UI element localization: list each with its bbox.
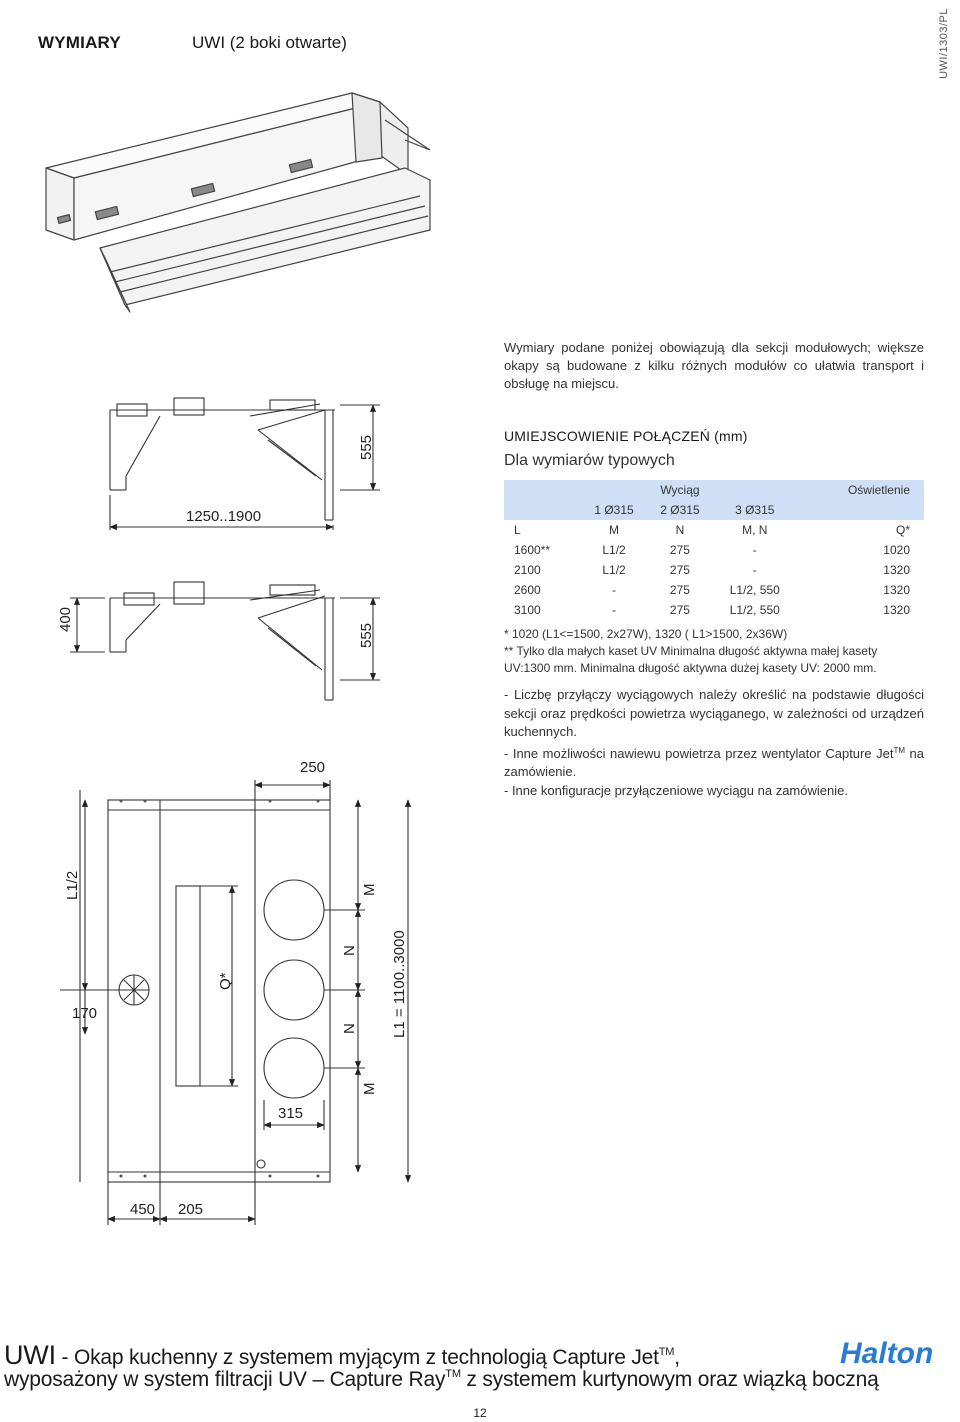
dim-L1-half: L1/2 <box>64 870 81 900</box>
cell: 275 <box>669 563 690 577</box>
cell: 3100 <box>514 603 541 617</box>
dim-width-range: 1250..1900 <box>186 508 262 525</box>
table-row <box>504 600 924 620</box>
dim-Q: Q* <box>217 972 234 990</box>
cell: 275 <box>669 543 690 557</box>
footer-desc-2a: wyposażony w system filtracji UV – Capture Ray <box>4 1368 446 1391</box>
cell: 2600 <box>514 583 541 597</box>
col-N: N <box>675 523 685 537</box>
table-group-header <box>504 480 924 500</box>
dim-M-top: M <box>361 883 378 896</box>
footer-line-1 <box>4 1340 680 1371</box>
trademark: TM <box>658 1346 675 1358</box>
header-lighting: Oświetlenie <box>797 480 924 500</box>
col-MN: M, N <box>742 523 768 537</box>
bullet-2-end: na zamówienie. <box>504 745 925 779</box>
dim-555-bottom: 555 <box>358 622 375 648</box>
document-code: UWI/1303/PL <box>938 8 950 79</box>
table-notes <box>504 626 924 677</box>
halton-logo <box>836 1336 958 1370</box>
table-row <box>504 560 924 580</box>
cell: 1320 <box>883 563 910 577</box>
cell: - <box>612 603 617 617</box>
bullet-2-text: - Inne możliwości nawiewu powietrza przez wentylator Capture Jet <box>504 745 894 761</box>
col-L: L <box>514 523 521 537</box>
footer-product: UWI <box>4 1340 56 1370</box>
cell: - <box>752 563 757 577</box>
cell: L1/2, 550 <box>729 603 780 617</box>
footer-comma: , <box>674 1346 680 1369</box>
cell: 1020 <box>883 543 910 557</box>
footer-line-2 <box>4 1368 879 1392</box>
header-exhaust: Wyciąg <box>647 480 713 500</box>
cell: L1/2 <box>602 563 626 577</box>
svg-text:Halton: Halton <box>840 1337 934 1370</box>
dim-N-upper: N <box>341 945 358 956</box>
note-2: ** Tylko dla małych kaset UV Minimalna długość aktywna małej kasety UV:1300 mm. Minimalna długość aktywna dużej kasety UV: 2000 mm. <box>504 644 878 675</box>
col-M: M <box>609 523 620 537</box>
dim-555-top: 555 <box>358 434 375 460</box>
cell: - <box>752 543 757 557</box>
trademark: TM <box>893 745 906 755</box>
intro-text: Wymiary podane poniżej obowiązują dla sekcji modułowych; większe okapy są budowane z kilku różnych modułów co ułatwia transport i obsługę na miejscu. <box>504 340 924 391</box>
note-1: * 1020 (L1<=1500, 2x27W), 1320 ( L1>1500, 2x36W) <box>504 627 788 641</box>
table-column-header <box>504 520 924 540</box>
header-3-duct: 3 Ø315 <box>713 500 797 520</box>
dim-N-lower: N <box>341 1023 358 1034</box>
cell: - <box>612 583 617 597</box>
footer-desc: - Okap kuchenny z systemem myjącym z technologią Capture Jet <box>55 1346 659 1369</box>
col-Q: Q* <box>895 523 910 537</box>
bullet-1: - Liczbę przyłączy wyciągowych należy określić na podstawie długości sekcji oraz prędkości powietrza wyciąganego, w zależności od urządzeń kuchennych. <box>504 687 924 739</box>
dim-250: 250 <box>300 759 326 776</box>
dim-450: 450 <box>130 1201 156 1218</box>
dim-L1-range: L1 = 1100..3000 <box>391 930 408 1038</box>
connections-title: UMIEJSCOWIENIE POŁĄCZEŃ (mm) <box>504 428 748 444</box>
cell: 275 <box>669 603 690 617</box>
trademark: TM <box>445 1368 461 1380</box>
table-row <box>504 540 924 560</box>
cell: 275 <box>669 583 690 597</box>
dim-315: 315 <box>278 1105 304 1122</box>
cell: L1/2, 550 <box>729 583 780 597</box>
header-2-duct: 2 Ø315 <box>647 500 713 520</box>
table-row <box>504 580 924 600</box>
footer-desc-2b: z systemem kurtynowym oraz wiązką boczną <box>460 1368 879 1391</box>
product-title: UWI (2 boki otwarte) <box>192 33 347 52</box>
cell: 1320 <box>883 583 910 597</box>
cell: 1320 <box>883 603 910 617</box>
dim-400: 400 <box>57 606 74 632</box>
dim-M-bottom: M <box>361 1082 378 1095</box>
table-sub-header <box>504 500 924 520</box>
connections-table <box>504 480 924 620</box>
section-title: WYMIARY <box>38 33 121 52</box>
dim-205: 205 <box>178 1201 204 1218</box>
bullet-2 <box>504 742 924 782</box>
header-1-duct: 1 Ø315 <box>581 500 647 520</box>
dim-170: 170 <box>72 1005 98 1022</box>
cell: 2100 <box>514 563 541 577</box>
cell: 1600** <box>514 543 551 557</box>
page-number: 12 <box>473 1406 487 1420</box>
connections-subtitle: Dla wymiarów typowych <box>504 452 675 469</box>
bullet-3: - Inne konfiguracje przyłączeniowe wyciągu na zamówienie. <box>504 782 848 798</box>
cell: L1/2 <box>602 543 626 557</box>
bullet-notes <box>504 686 924 800</box>
